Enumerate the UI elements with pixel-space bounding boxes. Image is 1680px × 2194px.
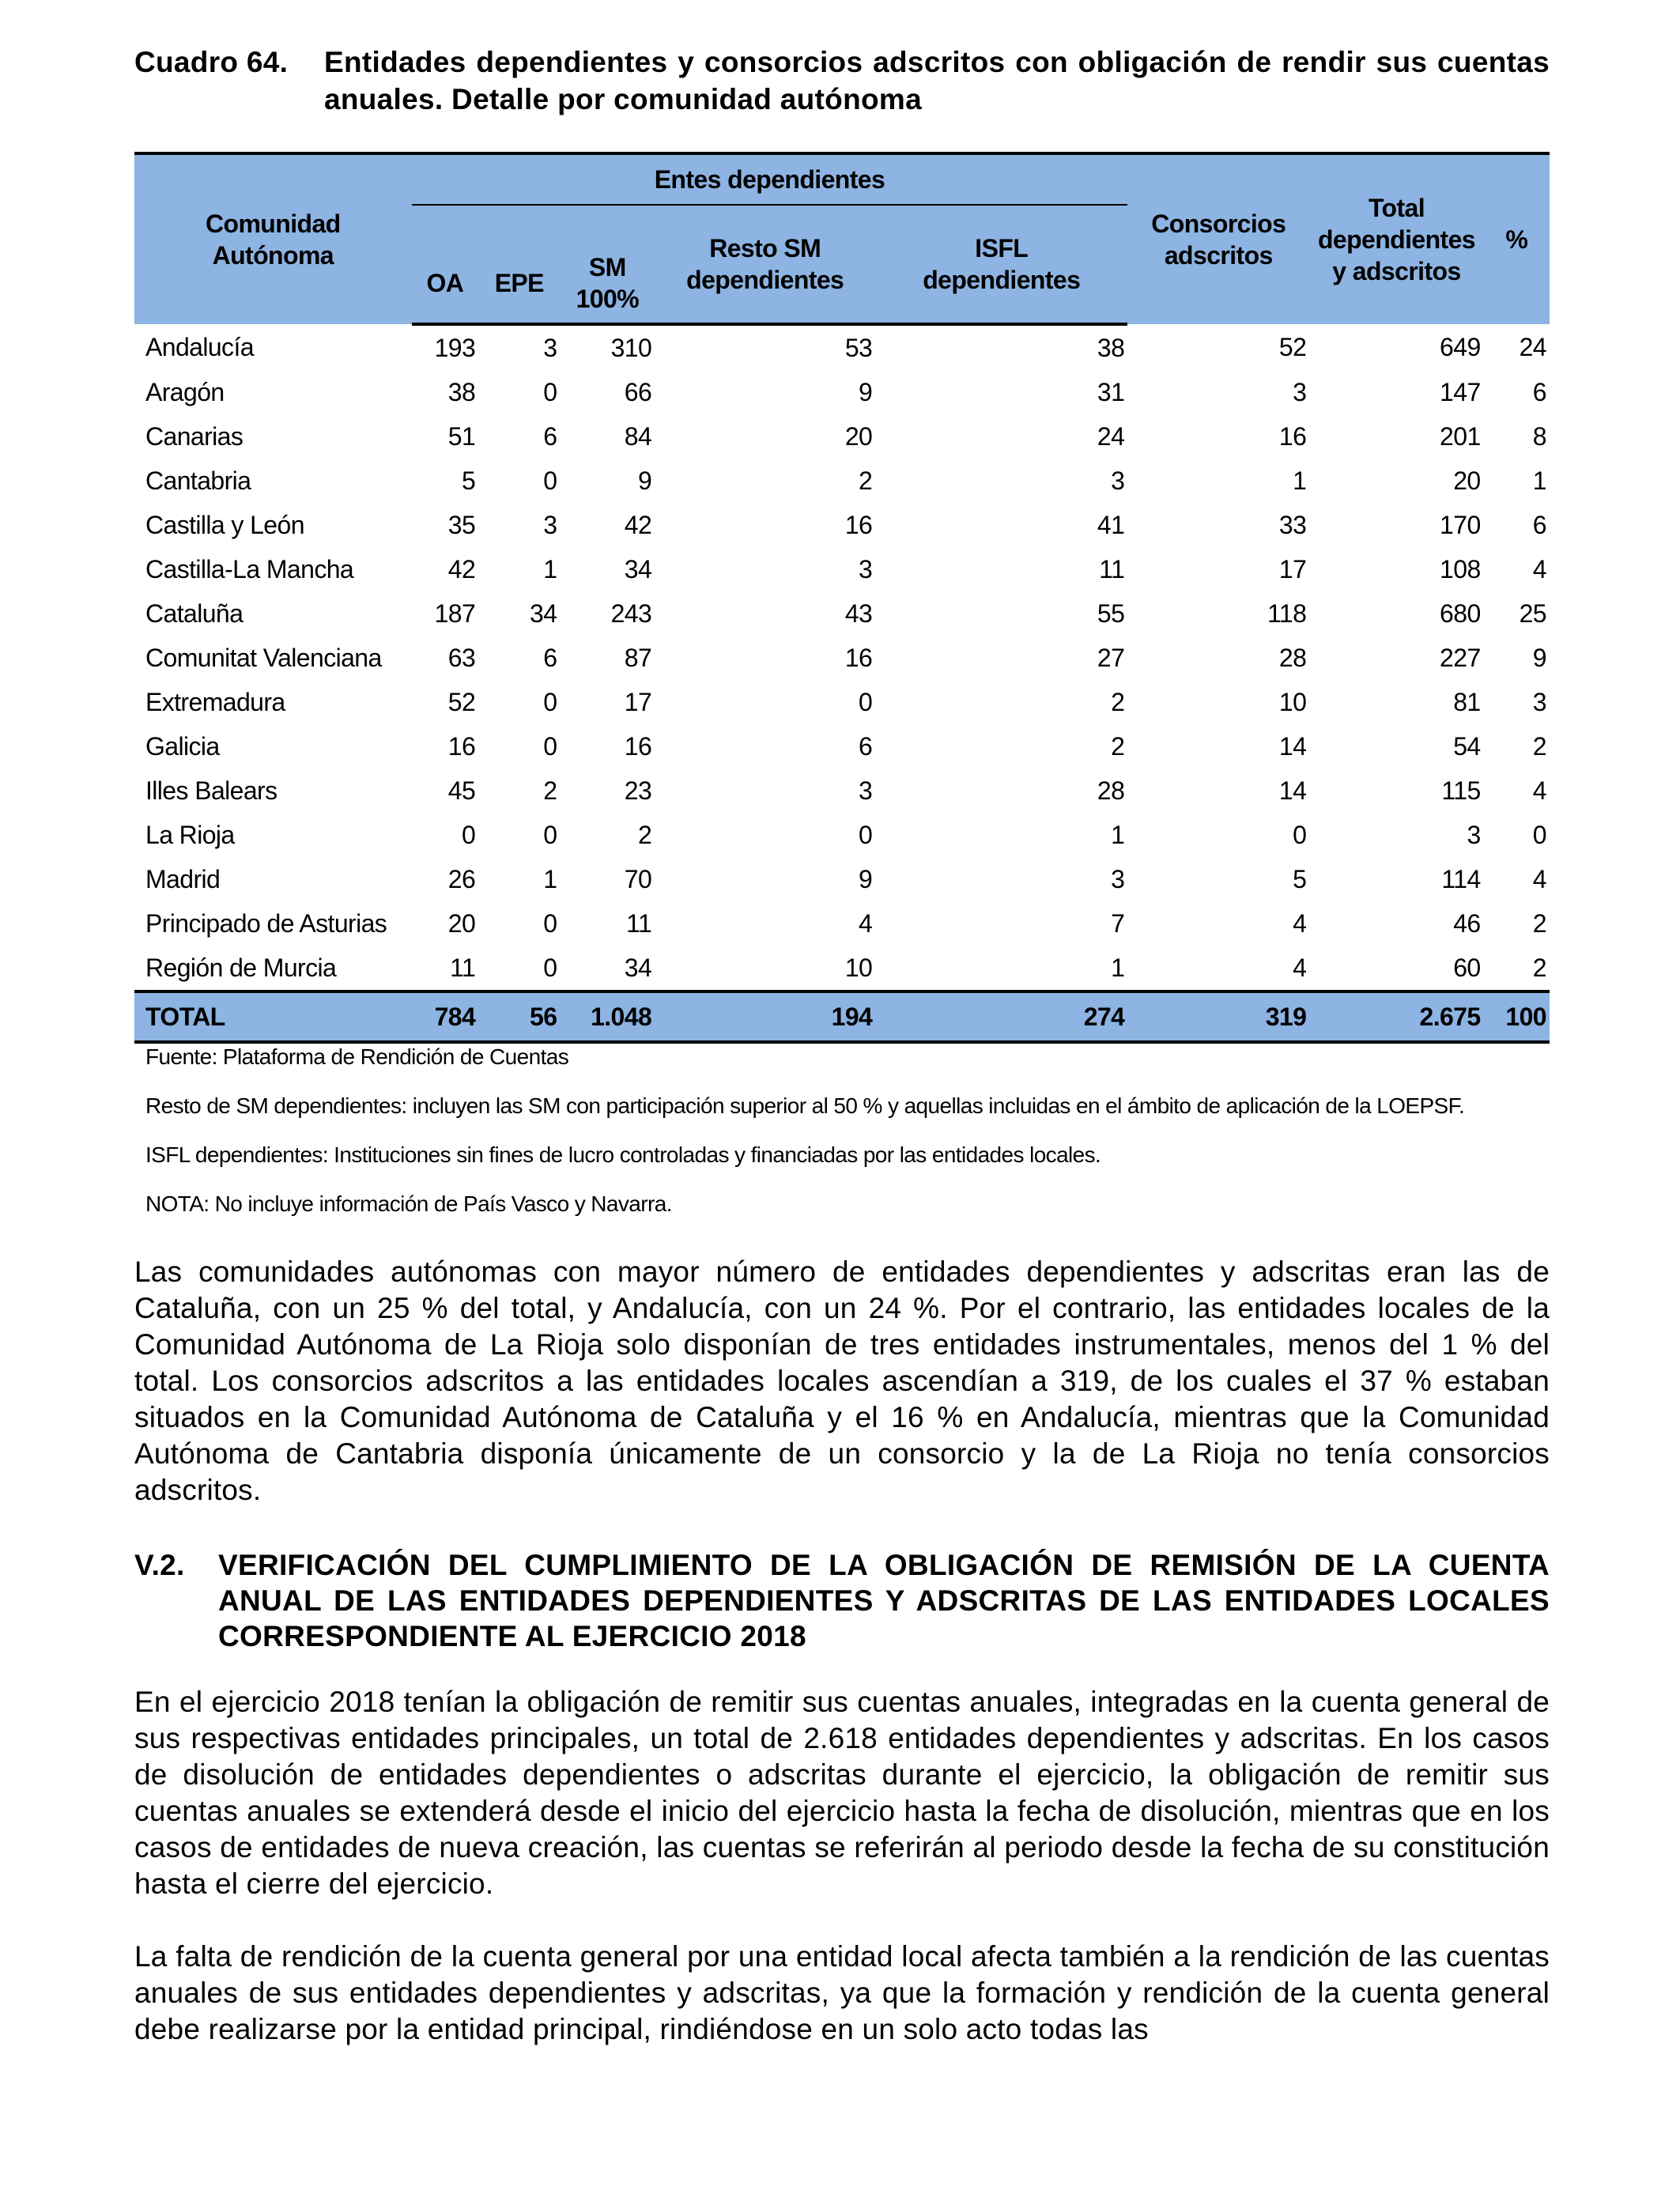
- cell-epe: 1: [543, 554, 557, 583]
- cell-comunidad: Galicia: [145, 731, 220, 761]
- cell-total: 227: [1440, 643, 1481, 672]
- cell-comunidad: Castilla y León: [145, 510, 304, 539]
- table-container: [134, 152, 1550, 1044]
- cell-resto-sm: 3: [859, 776, 873, 805]
- cell-sm100: 23: [624, 776, 652, 805]
- cell-consorcios: 52: [1278, 332, 1307, 361]
- paragraph-1: Las comunidades autónomas con mayor número de entidades dependientes y adscritas eran las de Cataluña, con un 25 % del total, y Andalucía, con un 24 %. Por el contrario, las entidades locales de la Comunidad Autónoma de La Rioja solo disponían de tres entidades instrumentales, menos del 1 % del total. Los consorcios adscritos a las entidades locales ascendían a 319, de los cuales el 37 % estaban situados en la Comunidad Autónoma de Cataluña y el 16 % en Andalucía, mientras que la Comunidad Autónoma de Cantabria disponía únicamente de un consorcio y la de La Rioja no tenía consorcios adscritos.: [134, 1256, 1550, 1506]
- cell-oa: 0: [461, 820, 476, 849]
- cell-isfl: 28: [1097, 776, 1125, 805]
- table-row: [134, 946, 1550, 991]
- cell-percent: 3: [1532, 687, 1546, 716]
- cell-consorcios: 16: [1278, 421, 1307, 451]
- cell-percent: 6: [1532, 377, 1546, 406]
- cell-percent: 24: [1519, 332, 1546, 361]
- cell-comunidad: Extremadura: [145, 687, 285, 716]
- cell-percent: 2: [1532, 953, 1546, 982]
- cell-oa: 52: [447, 687, 476, 716]
- cell-resto-sm: 0: [859, 687, 873, 716]
- cell-total: 115: [1441, 776, 1481, 805]
- cell-comunidad: Castilla-La Mancha: [145, 554, 354, 583]
- cell-oa: 51: [447, 421, 476, 451]
- cell-total: 60: [1453, 953, 1481, 982]
- cell-total: 170: [1440, 510, 1481, 539]
- table-row: [134, 813, 1550, 857]
- cell-oa: 20: [447, 908, 476, 938]
- cell-total: 81: [1453, 687, 1481, 716]
- cell-isfl: 24: [1097, 421, 1125, 451]
- cell-consorcios: 1: [1293, 466, 1307, 495]
- header-sm100: SM 100%: [560, 205, 655, 324]
- cell-isfl: 55: [1097, 599, 1125, 628]
- table-row: [134, 324, 1550, 370]
- cell-epe: 0: [543, 377, 557, 406]
- cell-oa: 42: [447, 554, 476, 583]
- cell-isfl: 41: [1097, 510, 1125, 539]
- header-percent: %: [1484, 153, 1550, 324]
- total-oa: 784: [412, 991, 479, 1042]
- total-comunidad: TOTAL: [134, 991, 412, 1042]
- header-isfl: ISFL dependientes: [875, 205, 1127, 324]
- total-percent: 100: [1484, 991, 1550, 1042]
- caption-number: Cuadro 64.: [134, 46, 289, 78]
- cell-resto-sm: 2: [859, 466, 873, 495]
- cell-percent: 2: [1532, 908, 1546, 938]
- table-row: [134, 591, 1550, 636]
- entities-table: [134, 152, 1550, 1044]
- cell-epe: 0: [543, 731, 557, 761]
- total-consorcios: 319: [1127, 991, 1309, 1042]
- cell-comunidad: Canarias: [145, 421, 244, 451]
- table-body: [134, 324, 1550, 991]
- cell-total: 680: [1440, 599, 1481, 628]
- cell-isfl: 3: [1111, 864, 1125, 893]
- cell-isfl: 2: [1111, 731, 1125, 761]
- cell-total: 20: [1453, 466, 1481, 495]
- cell-consorcios: 4: [1293, 953, 1307, 982]
- cell-oa: 45: [447, 776, 476, 805]
- cell-resto-sm: 9: [859, 864, 873, 893]
- cell-epe: 0: [543, 820, 557, 849]
- table-footer: [134, 991, 1550, 1042]
- table-row: [134, 636, 1550, 680]
- cell-epe: 6: [543, 643, 557, 672]
- cell-oa: 16: [447, 731, 476, 761]
- header-oa: OA: [412, 205, 479, 324]
- cell-isfl: 38: [1097, 333, 1125, 362]
- cell-resto-sm: 4: [859, 908, 873, 938]
- cell-sm100: 17: [624, 687, 652, 716]
- cell-percent: 9: [1532, 643, 1546, 672]
- cell-comunidad: Aragón: [145, 377, 225, 406]
- cell-total: 147: [1440, 377, 1481, 406]
- cell-consorcios: 5: [1293, 864, 1307, 893]
- cell-total: 54: [1453, 731, 1481, 761]
- cell-percent: 1: [1532, 466, 1546, 495]
- total-epe: 56: [478, 991, 560, 1042]
- cell-comunidad: La Rioja: [145, 820, 235, 849]
- cell-total: 108: [1440, 554, 1481, 583]
- cell-resto-sm: 9: [859, 377, 873, 406]
- table-row: [134, 503, 1550, 547]
- cell-isfl: 1: [1111, 820, 1125, 849]
- cell-resto-sm: 43: [844, 599, 873, 628]
- cell-comunidad: Madrid: [145, 864, 221, 893]
- total-isfl: 274: [875, 991, 1127, 1042]
- cell-isfl: 31: [1097, 377, 1125, 406]
- header-epe: EPE: [478, 205, 560, 324]
- cell-sm100: 11: [626, 908, 652, 938]
- table-row: [134, 901, 1550, 946]
- cell-total: 114: [1441, 864, 1481, 893]
- cell-isfl: 27: [1097, 643, 1125, 672]
- cell-consorcios: 14: [1278, 731, 1307, 761]
- cell-sm100: 66: [624, 377, 652, 406]
- cell-sm100: 34: [624, 554, 652, 583]
- table-row: [134, 414, 1550, 459]
- cell-epe: 3: [543, 510, 557, 539]
- cell-isfl: 3: [1111, 466, 1125, 495]
- cell-epe: 2: [543, 776, 557, 805]
- cell-comunidad: Andalucía: [145, 332, 254, 361]
- cell-isfl: 2: [1111, 687, 1125, 716]
- cell-consorcios: 3: [1293, 377, 1307, 406]
- cell-percent: 4: [1532, 776, 1546, 805]
- table-header: [134, 153, 1550, 324]
- cell-oa: 63: [447, 643, 476, 672]
- section-number: V.2.: [134, 1549, 185, 1581]
- note-resto-sm: Resto de SM dependientes: incluyen las SM con participación superior al 50 % y aquellas incluidas en el ámbito de aplicación de la LOEPSF.: [145, 1093, 1465, 1118]
- cell-total: 649: [1440, 332, 1481, 361]
- cell-total: 201: [1440, 421, 1481, 451]
- total-resto-sm: 194: [655, 991, 875, 1042]
- cell-epe: 0: [543, 953, 557, 982]
- cell-resto-sm: 6: [859, 731, 873, 761]
- cell-percent: 6: [1532, 510, 1546, 539]
- cell-oa: 38: [447, 377, 476, 406]
- paragraph-2: En el ejercicio 2018 tenían la obligación de remitir sus cuentas anuales, integradas en la cuenta general de sus respectivas entidades principales, un total de 2.618 entidades dependientes y adscritas. En los casos de disolución de entidades dependientes o adscritas durante el ejercicio, la obligación de remitir sus cuentas anuales se extenderá desde el inicio del ejercicio hasta la fecha de disolución, mientras que en los casos de entidades de nueva creación, las cuentas se referirán al periodo desde la fecha de su constitución hasta el cierre del ejercicio.: [134, 1686, 1550, 1900]
- cell-sm100: 243: [610, 599, 652, 628]
- cell-isfl: 7: [1111, 908, 1125, 938]
- cell-oa: 35: [447, 510, 476, 539]
- table-row: [134, 680, 1550, 724]
- cell-resto-sm: 16: [844, 643, 873, 672]
- cell-percent: 2: [1532, 731, 1546, 761]
- cell-epe: 0: [543, 908, 557, 938]
- note-nota: NOTA: No incluye información de País Vasco y Navarra.: [145, 1191, 672, 1216]
- note-source: Fuente: Plataforma de Rendición de Cuentas: [145, 1044, 569, 1069]
- cell-isfl: 11: [1099, 554, 1125, 583]
- cell-sm100: 70: [624, 864, 652, 893]
- table-caption: [134, 43, 1550, 118]
- table-row: [134, 547, 1550, 591]
- cell-percent: 4: [1532, 864, 1546, 893]
- header-comunidad: Comunidad Autónoma: [134, 153, 412, 324]
- cell-resto-sm: 16: [844, 510, 873, 539]
- table-row: [134, 370, 1550, 414]
- cell-sm100: 84: [624, 421, 652, 451]
- table-row: [134, 724, 1550, 768]
- cell-consorcios: 14: [1278, 776, 1307, 805]
- total-sm100: 1.048: [560, 991, 655, 1042]
- cell-sm100: 310: [610, 333, 652, 362]
- cell-resto-sm: 3: [859, 554, 873, 583]
- cell-epe: 6: [543, 421, 557, 451]
- cell-total: 3: [1467, 820, 1481, 849]
- cell-resto-sm: 10: [844, 953, 873, 982]
- total-total: 2.675: [1309, 991, 1483, 1042]
- cell-percent: 8: [1532, 421, 1546, 451]
- cell-comunidad: Illes Balears: [145, 776, 277, 805]
- header-total: Total dependientes y adscritos: [1309, 153, 1483, 324]
- cell-consorcios: 4: [1293, 908, 1307, 938]
- cell-percent: 0: [1532, 820, 1546, 849]
- cell-isfl: 1: [1111, 953, 1125, 982]
- cell-sm100: 87: [624, 643, 652, 672]
- cell-sm100: 42: [624, 510, 652, 539]
- paragraph-3: La falta de rendición de la cuenta general por una entidad local afecta también a la rendición de las cuentas anuales de sus entidades dependientes y adscritas, ya que la formación y rendición de la cuenta general debe realizarse por la entidad principal, rindiéndose en un solo acto todas las: [134, 1940, 1550, 2045]
- header-consorcios: Consorcios adscritos: [1127, 153, 1309, 324]
- cell-comunidad: Cantabria: [145, 466, 251, 495]
- cell-epe: 34: [530, 599, 557, 628]
- cell-percent: 4: [1532, 554, 1546, 583]
- cell-consorcios: 10: [1278, 687, 1307, 716]
- cell-consorcios: 17: [1278, 554, 1307, 583]
- cell-resto-sm: 20: [844, 421, 873, 451]
- cell-oa: 193: [434, 333, 476, 362]
- cell-comunidad: Cataluña: [145, 599, 244, 628]
- cell-comunidad: Comunitat Valenciana: [145, 643, 382, 672]
- table-row: [134, 857, 1550, 901]
- cell-epe: 1: [543, 864, 557, 893]
- cell-oa: 187: [434, 599, 476, 628]
- document-page: [134, 43, 1550, 2048]
- cell-comunidad: Región de Murcia: [145, 953, 337, 982]
- cell-sm100: 2: [637, 820, 652, 849]
- cell-consorcios: 0: [1293, 820, 1307, 849]
- section-heading: [134, 1547, 1550, 1654]
- cell-epe: 0: [543, 466, 557, 495]
- cell-percent: 25: [1519, 599, 1546, 628]
- header-resto-sm: Resto SM dependientes: [655, 205, 875, 324]
- cell-epe: 0: [543, 687, 557, 716]
- cell-total: 46: [1453, 908, 1481, 938]
- caption-text: Entidades dependientes y consorcios adscritos con obligación de rendir sus cuentas anuales. Detalle por comunidad autónoma: [324, 46, 1550, 115]
- cell-sm100: 9: [637, 466, 652, 495]
- total-row: [134, 991, 1550, 1042]
- cell-consorcios: 28: [1278, 643, 1307, 672]
- table-row: [134, 768, 1550, 813]
- cell-comunidad: Principado de Asturias: [145, 908, 387, 938]
- header-group-entes: Entes dependientes: [412, 153, 1128, 205]
- cell-oa: 26: [447, 864, 476, 893]
- table-notes: [134, 1045, 1550, 1216]
- cell-resto-sm: 0: [859, 820, 873, 849]
- section-title: VERIFICACIÓN DEL CUMPLIMIENTO DE LA OBLIGACIÓN DE REMISIÓN DE LA CUENTA ANUAL DE LAS ENTIDADES DEPENDIENTES Y ADSCRITAS DE LAS ENTIDADES LOCALES CORRESPONDIENTE AL EJERCICIO 2018: [218, 1549, 1550, 1652]
- cell-sm100: 16: [624, 731, 652, 761]
- cell-consorcios: 118: [1267, 599, 1307, 628]
- cell-consorcios: 33: [1278, 510, 1307, 539]
- cell-oa: 11: [450, 953, 476, 982]
- table-row: [134, 459, 1550, 503]
- note-isfl: ISFL dependientes: Instituciones sin fines de lucro controladas y financiadas por las entidades locales.: [145, 1142, 1101, 1167]
- cell-oa: 5: [461, 466, 476, 495]
- cell-epe: 3: [543, 333, 557, 362]
- cell-resto-sm: 53: [844, 333, 873, 362]
- cell-sm100: 34: [624, 953, 652, 982]
